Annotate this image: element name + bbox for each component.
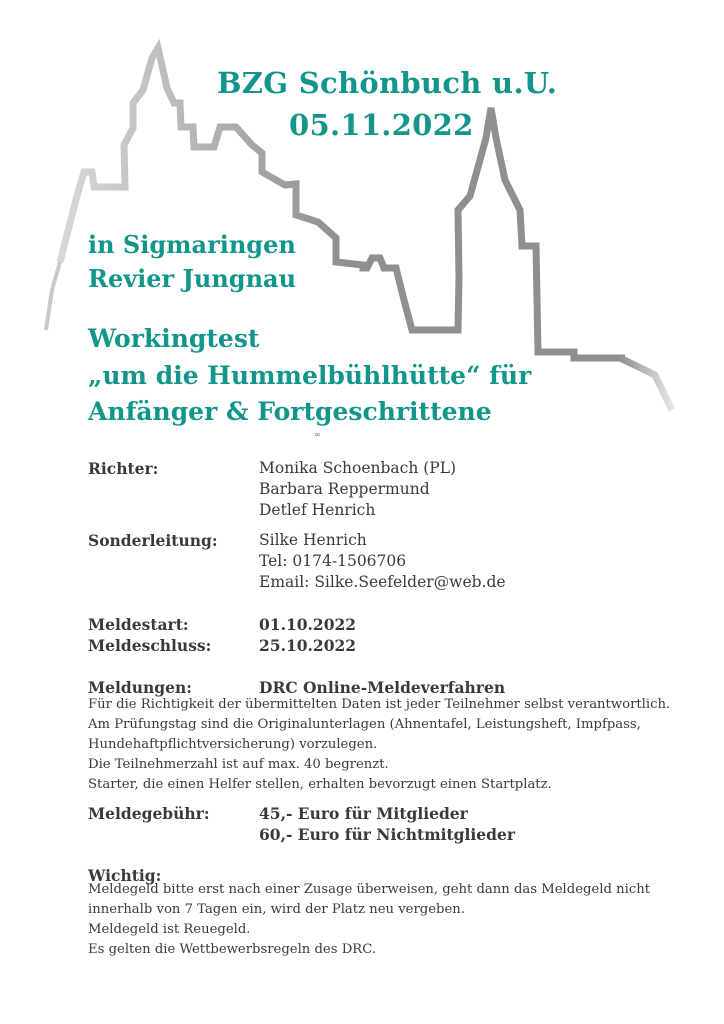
sonderleitung-name: Silke Henrich — [259, 531, 367, 549]
event-subtitle: „um die Hummelbühlhütte“ für — [88, 361, 532, 390]
meldestart-value: 01.10.2022 — [259, 615, 357, 634]
club-name: BZG Schönbuch u.U. — [217, 66, 558, 100]
meldeschluss-value: 25.10.2022 — [259, 636, 357, 655]
location-city: in Sigmaringen — [88, 230, 296, 259]
small-mark: ∞ — [314, 430, 321, 439]
meldungen-line: Hundehaftpflichtversicherung) vorzulegen. — [88, 737, 378, 752]
wichtig-label: Wichtig: — [88, 866, 162, 885]
meldestart-label: Meldestart: — [88, 615, 189, 634]
meldungen-label: Meldungen: — [88, 678, 192, 697]
event-title: Workingtest — [88, 324, 260, 353]
fee-nonmembers: 60,- Euro für Nichtmitglieder — [259, 825, 515, 844]
meldungen-line: Am Prüfungstag sind die Originalunterlagen (Ahnentafel, Leistungsheft, Impfpass, — [88, 717, 641, 732]
wichtig-line: Meldegeld ist Reuegeld. — [88, 922, 251, 937]
meldeschluss-label: Meldeschluss: — [88, 636, 212, 655]
meldegebuehr-label: Meldegebühr: — [88, 804, 210, 823]
meldungen-value: DRC Online-Meldeverfahren — [259, 678, 506, 697]
richter-name: Monika Schoenbach (PL) — [259, 459, 457, 477]
sonderleitung-phone: Tel: 0174-1506706 — [259, 552, 407, 570]
richter-name: Barbara Reppermund — [259, 480, 430, 498]
sonderleitung-email: Email: Silke.Seefelder@web.de — [259, 573, 506, 591]
wichtig-line: Es gelten die Wettbewerbsregeln des DRC. — [88, 942, 377, 957]
meldungen-line: Die Teilnehmerzahl ist auf max. 40 begrenzt. — [88, 757, 389, 772]
event-level: Anfänger & Fortgeschrittene — [88, 397, 492, 426]
wichtig-text — [88, 880, 688, 960]
meldungen-line: Starter, die einen Helfer stellen, erhalten bevorzugt einen Startplatz. — [88, 777, 552, 792]
fee-members: 45,- Euro für Mitglieder — [259, 804, 468, 823]
richter-label: Richter: — [88, 459, 159, 478]
event-date: 05.11.2022 — [289, 108, 474, 142]
sonderleitung-label: Sonderleitung: — [88, 531, 218, 550]
location-revier: Revier Jungnau — [88, 264, 297, 293]
meldungen-text — [88, 695, 688, 795]
richter-name: Detlef Henrich — [259, 501, 376, 519]
meldungen-line: Für die Richtigkeit der übermittelten Daten ist jeder Teilnehmer selbst verantwortlich. — [88, 697, 671, 712]
wichtig-line: Meldegeld bitte erst nach einer Zusage überweisen, geht dann das Meldegeld nicht — [88, 882, 650, 897]
wichtig-line: innerhalb von 7 Tagen ein, wird der Platz neu vergeben. — [88, 902, 465, 917]
